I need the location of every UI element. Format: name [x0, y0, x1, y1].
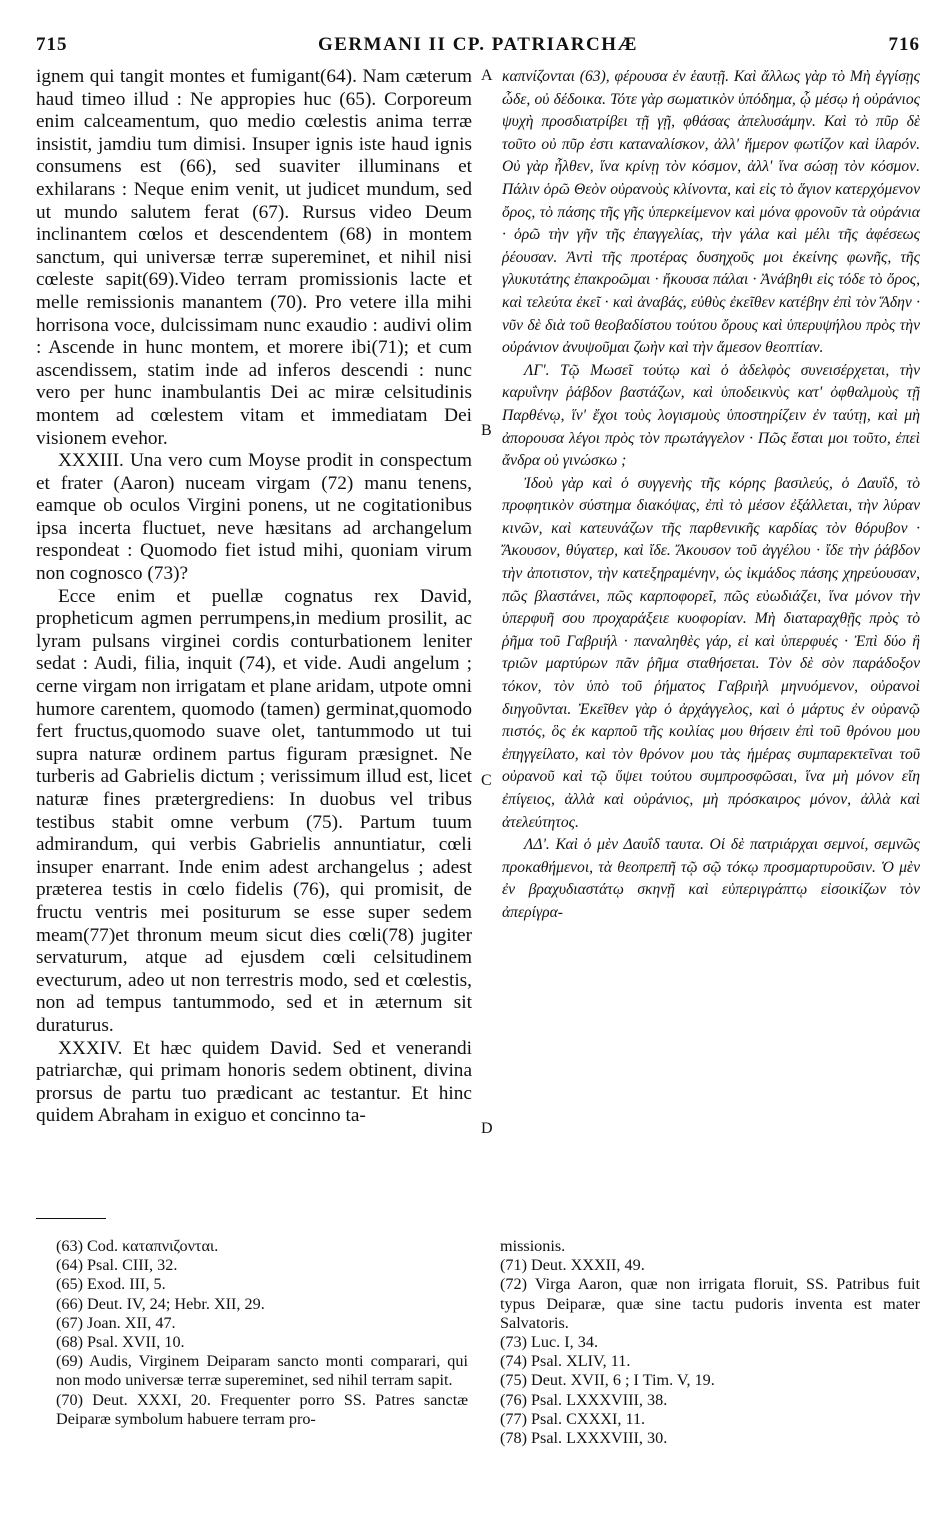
footnote: (75) Deut. XVII, 6 ; I Tim. V, 19. [500, 1371, 715, 1390]
footnote: (70) Deut. XXXI, 20. Frequenter porro SS. Patres sanctæ Deiparæ symbolum habuere terram pro- [56, 1390, 468, 1428]
footnote: (74) Psal. XLIV, 11. [500, 1352, 631, 1371]
footnote: (68) Psal. XVII, 10. [56, 1333, 185, 1352]
footnote: (76) Psal. LXXXVIII, 38. [500, 1390, 668, 1409]
footnote: (71) Deut. XXXII, 49. [500, 1256, 645, 1275]
footnote: (77) Psal. CXXXI, 11. [500, 1409, 646, 1428]
greek-paragraph-4: ΛΔ'. Καὶ ὁ μὲν Δαυΐδ ταυτα. Οἱ δὲ πατριάρχαι σεμνοί, σεμνῶς προκαθήμενοι, τὰ θεοπρεπῆ τῷ σῷ τόκῳ προσμαρτυροῦσιν. Ὁ μὲν ἐν βραχυδιαστάτῳ σκηνῇ καὶ εὐπεριγράπτῳ εἰσοικίζων τὸν ἀπερίγρα- [502, 836, 920, 921]
footnote: (69) Audis, Virginem Deiparam sancto monti comparari, qui non modo universæ terræ supereminet, sed nihil terram sapit. [56, 1352, 468, 1390]
running-title: GERMANI II CP. PATRIARCHÆ [317, 34, 639, 55]
latin-paragraph-4: XXXIV. Et hæc quidem David. Sed et venerandi patriarchæ, qui primam honoris sedem obtinent, divina prorsus de partu tuo prædicant ac testantur. Et hinc quidem Abraham in exiguo et concinno ta- [36, 1037, 472, 1127]
footnote: (66) Deut. IV, 24; Hebr. XII, 29. [56, 1294, 265, 1313]
margin-letter-a: A [481, 67, 493, 84]
greek-paragraph-3: Ἰδοὺ γὰρ καὶ ὁ συγγενὴς τῆς κόρης βασιλεύς, ὁ Δαυΐδ, τὸ προφητικὸν σύστημα διακόψας, ἐπὶ τὸ μέσον ἐξάλλεται, τὴν λύραν κινῶν, καὶ κατευνάζων τῆς παρθενικῆς καρδίας τὸν θόρυβον · Ἄκουσον, θύγατερ, καὶ ἴδε. Ἄκουσον τοῦ ἀγγέλου · ἴδε τὴν ῥάβδον τὴν ἀποτιστον, τὴν κατεξηραμένην, ὡς ἰκμάδος πάσης χηρεύουσαν, πῶς βλαστάνει, πῶς καρποφορεῖ, πῶς εὐωδιάζει, ἵνα μόνον τὴν ὑπερφυῆ σου προχαράξειε κυοφορίαν. Μὴ διαταραχθῇς πρὸς τὸ ῥῆμα τοῦ Γαβριήλ · παναληθὲς γάρ, εἰ καὶ ὑπερφυές · Ἐπὶ δύο ἢ τριῶν μαρτύρων πᾶν ῥῆμα σταθήσεται. Τὸν δὲ σὸν παράδοξον τόκον, τὸν ὑπὸ τοῦ ῥήματος Γαβριὴλ μηνυόμενον, οὐρανοὶ διηγοῦνται. Ἐκεῖθεν γὰρ ὁ ἀρχάγγελος, καὶ ὁ μάρτυς ἐν οὐρανῷ πιστός, ὃς ἐκ καρποῦ τῆς κοιλίας μου θήσειν ἐπὶ τοῦ θρόνου μου ἐπηγγείλατο, καὶ τὸν θρόνον μου τὰς ἡμέρας συμπαρεκτεῖναι τοῦ οὐρανοῦ καὶ τῷ ὕψει τούτου συμπροσφῶσαι, ἵνα μὴ μόνον εἴη ἐπίγειος, ἀλλὰ καὶ οὐράνιος, μὴ πρόσκαιρος μόνον, ἀλλὰ καὶ ἀτελεύτητος. [502, 474, 920, 831]
latin-paragraph-2: XXXIII. Una vero cum Moyse prodit in conspectum et frater (Aaron) nuceam virgam (72) manu tenens, eamque ob oculos Virgini ponens, ut ne cogitationibus ipsa incerta fluctuet, neve hæsitans ad archangelum respondeat : Quomodo fiet istud mihi, quoniam virum non cognosco (73)? [36, 450, 472, 585]
footnote: (64) Psal. CIII, 32. [56, 1256, 178, 1275]
latin-paragraph-1: ignem qui tangit montes et fumigant(64). Nam cæterum haud timeo illud : Ne appropies huc (65). Corporeum enim calceamentum, quo medio cœlestis anima terræ insistit, jamdiu tum dimisi. Insuper ignis iste haud ignis consumens est (66), sed suaviter illuminans et exhilarans : Neque enim venit, ut judicet mundum, sed ut mundo salutem ferat (67). Rursus video Deum inclinantem cœlos et descendentem (68) in montem sanctum, qui universæ terræ supereminet, et nihil nisi cœleste sapit(69).Video terram promissionis lacte et melle remissionis manantem (70). Pro vetere illa mihi horrisona voce, dulcissimam nunc exaudio : audivi olim : Ascende in hunc montem, et morere ibi(71); et cum ascendissem, statim inde ad inferos descendi : nunc vero per hunc inambulantis Dei ac miræ celsitudinis montem ad cœlestem vitam et immediatam Dei visionem evehor. [36, 66, 472, 449]
page-number-right: 716 [888, 34, 920, 55]
margin-letter-b: B [481, 422, 492, 439]
margin-letter-c: C [481, 772, 492, 789]
footnote-rule [36, 1218, 106, 1219]
footnote: missionis. [500, 1237, 566, 1255]
footnotes-right [500, 1237, 920, 1448]
latin-column [36, 66, 472, 1128]
latin-paragraph-3: Ecce enim et puellæ cognatus rex David, propheticum agmen perrumpens,in medium prosilit, ac lyram pulsans virginei cordis conturbationem leniter sedat : Audi, filia, inquit (74), et vide. Audi angelum ; cerne virgam non irrigatam et plane aridam, utpote omni humore carentem, quomodo (tamen) germinat,quomodo fert fructus,quomodo suave olet, tantummodo ut tui supra naturæ ordinem partus figuram præsignet. Ne turberis ad Gabrielis dictum ; verissimum illud est, licet naturæ fines prætergrediens: In duobus vel tribus testibus stabit omne verbum (75). Partum tuum admirandum, qui verbis Gabrielis annuntiatur, cœli insuper enarrant. Inde enim adest archangelus ; adest præterea testis in cœlo fidelis (76), qui promisit, de fructu ventris mei positurum se esse super sedem meam(77)et thronum meum sicut dies cœli(78) jugiter servaturum, atque ad ejusdem cœli celsitudinem evecturum, adeo ut non terrestris modo, sed et cœlestis, non ad tempus tantummodo, sed et in æternum sit duraturus. [36, 585, 473, 1036]
greek-paragraph-1: καπνίζονται (63), φέρουσα ἐν ἑαυτῇ. Καὶ ἄλλως γὰρ τὸ Μὴ ἐγγίσῃς ὧδε, οὐ δέδοικα. Τότε γὰρ σωματικὸν ὑπόδημα, ᾧ μέσῳ ἡ οὐράνιος ψυχὴ προσδιατρίβει τῇ γῇ, φθάσας ἀπελυσάμην. Καὶ τὸ πῦρ δὲ τοῦτο οὐ πῦρ ἐστι καταναλίσκον, ἀλλ' ἥμερον φωτίζον καὶ ἱλαρόν. Οὐ γὰρ ἦλθεν, ἵνα κρίνῃ τὸν κόσμον, ἀλλ' ἵνα σώσῃ τὸν κόσμον. Πάλιν ὁρῶ Θεὸν οὐρανοὺς κλίνοντα, καὶ εἰς τὸ ἅγιον κατερχόμενον ὄρος, τὸ πάσης τῆς γῆς ὑπερκείμενον καὶ μόνα φρονοῦν τὰ οὐράνια · ὁρῶ τὴν γῆν τῆς ἐπαγγελίας, τὴν γάλα καὶ μέλι τῆς ἀφέσεως ῥέουσαν. Ἀντὶ τῆς προτέρας δυσηχοῦς μοι ἐκείνης φωνῆς, τῆς γλυκυτάτης ἐπακροῶμαι · ἤκουσα πάλαι · Ἀνάβηθι εἰς τόδε τὸ ὄρος, καὶ τελεύτα ἐκεῖ · καὶ ἀναβάς, εὐθὺς ἐκεῖθεν κατέβην ἐπὶ τὸν Ἅδην · νῦν δὲ διὰ τοῦ θεοβαδίστου τούτου ὄρους καὶ ὑπερυψήλου πρὸς τὴν οὐράνιον ἀνυψοῦμαι ζωὴν καὶ τὴν ἄμεσον θεοπτίαν. [502, 68, 920, 357]
greek-column [502, 66, 920, 925]
greek-paragraph-2: ΛΓ'. Τῷ Μωσεῖ τούτῳ καὶ ὁ ἀδελφὸς συνεισέρχεται, τὴν καρυΐνην ῥάβδον βαστάζων, καὶ ὑποδεικνὺς κατ' ὀφθαλμοὺς τῇ Παρθένῳ, ἵν' ἔχοι τοὺς λογισμοὺς ὑποστηρίζειν ἐν ταύτῃ, καὶ μὴ ἀπορουσα λέγοι πρὸς τὸν πρωτάγγελον · Πῶς ἔσται μοι τοῦτο, ἐπεὶ ἄνδρα οὐ γινώσκω ; [502, 361, 920, 470]
footnote: (72) Virga Aaron, quæ non irrigata floruit, SS. Patribus fuit typus Deiparæ, quæ sine tactu pudoris inventa est mater Salvatoris. [500, 1275, 920, 1332]
footnote: (63) Cod. καταπνιζονται. [56, 1237, 219, 1255]
footnote: (65) Exod. III, 5. [56, 1275, 166, 1294]
footnote: (73) Luc. I, 34. [500, 1333, 598, 1352]
page-number-left: 715 [36, 34, 68, 55]
running-header [36, 34, 920, 58]
footnotes-left [56, 1237, 468, 1429]
footnote: (67) Joan. XII, 47. [56, 1313, 176, 1332]
margin-letter-d: D [481, 1120, 493, 1137]
footnote: (78) Psal. LXXXVIII, 30. [500, 1429, 668, 1448]
